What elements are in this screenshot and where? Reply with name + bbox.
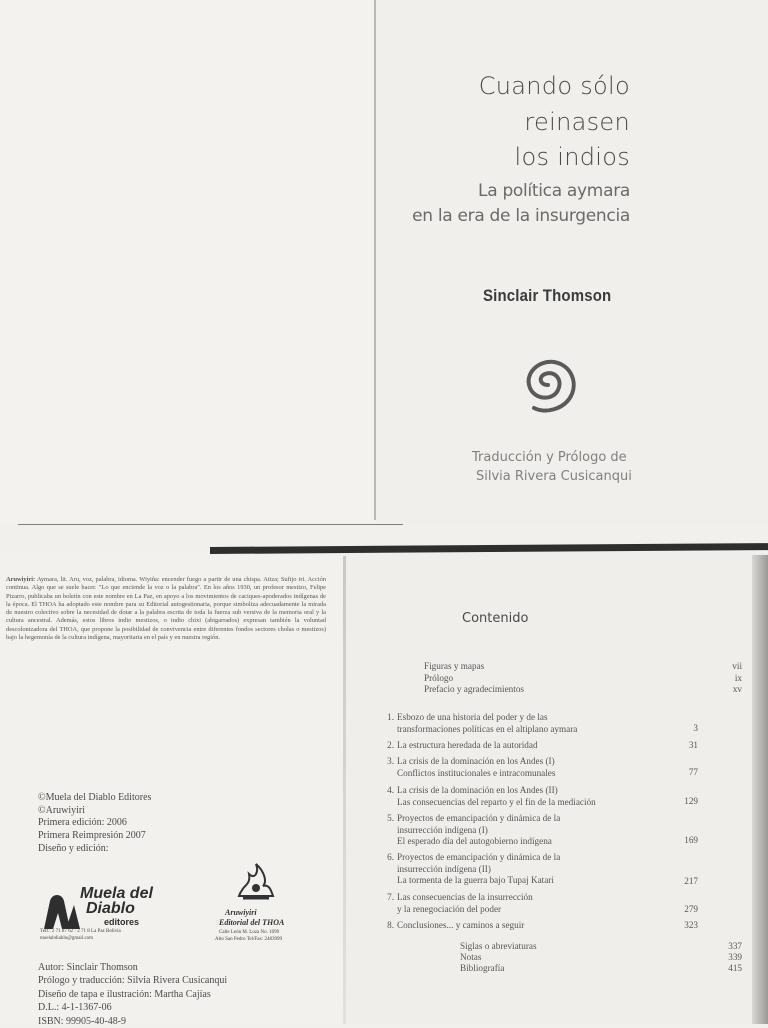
toc-page: 323 bbox=[684, 920, 698, 930]
toc-line: Conflictos institucionales e intracomunales bbox=[397, 767, 556, 778]
toc-page: xv bbox=[732, 684, 742, 694]
toc-line: transformaciones políticas en el altiplano aymara bbox=[397, 723, 578, 734]
translation-line-1: Traducción y Prólogo de bbox=[472, 450, 627, 465]
copyright-block bbox=[38, 792, 151, 856]
toc-num: 3. bbox=[387, 756, 394, 766]
toc-front-item bbox=[424, 684, 742, 696]
copyright-line: ©Aruwiyiri bbox=[38, 804, 86, 816]
spine-divider bbox=[374, 0, 376, 520]
toc-title bbox=[397, 756, 647, 779]
logo-word-1: Muela del bbox=[80, 885, 153, 902]
toc-chapter bbox=[380, 785, 698, 811]
book-title-line-1: Cuando sólo bbox=[478, 72, 630, 100]
toc-page: 77 bbox=[688, 767, 698, 777]
toc-page: 415 bbox=[728, 963, 742, 973]
copyright-line: Primera edición: 2006 bbox=[38, 817, 127, 829]
toc-chapter bbox=[380, 852, 698, 888]
copyright-line: Diseño y edición: bbox=[38, 842, 109, 854]
credit-line: D.L.: 4-1-1367-06 bbox=[38, 1002, 112, 1014]
subtitle-line-1: La política aymara bbox=[478, 181, 630, 201]
logo-word-3: editores bbox=[104, 917, 140, 927]
subtitle-line-2: en la era de la insurgencia bbox=[412, 206, 630, 226]
spiral-ornament-icon bbox=[508, 350, 588, 420]
flame-logo-icon bbox=[233, 860, 279, 902]
credits-block bbox=[38, 961, 227, 1028]
toc-title: Bibliografía bbox=[460, 963, 505, 973]
toc-line: Esbozo de una historia del poder y de las bbox=[397, 712, 548, 722]
toc-title: Figuras y mapas bbox=[424, 661, 485, 671]
toc-line: El esperado día del autogobierno indígena bbox=[397, 836, 552, 846]
toc-title: Prefacio y agradecimientos bbox=[424, 684, 524, 694]
toc-title bbox=[397, 712, 647, 735]
toc-page: 339 bbox=[728, 952, 742, 962]
toc-line: Proyectos de emancipación y dinámica de la bbox=[397, 852, 561, 862]
spine-divider bbox=[343, 556, 346, 1024]
toc-title: Conclusiones... y caminos a seguir bbox=[397, 920, 525, 930]
toc-back-item bbox=[424, 963, 742, 975]
toc-front-item bbox=[424, 661, 742, 673]
toc-num: 8. bbox=[387, 920, 394, 930]
fold-line bbox=[18, 524, 403, 525]
toc-page: 129 bbox=[684, 796, 698, 806]
toc-line: insurrección indígena (II) bbox=[397, 863, 491, 874]
toc-num: 7. bbox=[387, 892, 394, 902]
blank-page bbox=[0, 0, 376, 525]
toc-title bbox=[397, 852, 647, 887]
toc-line: Las consecuencias del reparto y el fin de la mediación bbox=[397, 796, 596, 807]
title-page bbox=[376, 0, 768, 525]
book-title-line-3: los indios bbox=[514, 143, 630, 171]
toc-line: La crisis de la dominación en los Andes (I) bbox=[397, 756, 555, 766]
toc-num: 6. bbox=[387, 852, 394, 862]
toc-num: 1. bbox=[387, 712, 394, 722]
toc-page: 217 bbox=[684, 876, 698, 886]
epigraph-text: Aymara, lit. Aru, voz, palabra, idioma. Wiyiña: encender fuego a partir de una chispa. Atiza; Sufijo iri. Acción continua. Algo que se suele hacer. "Lo que enciende la voz o la palabra". En los años 1930, un profesor mestizo, Felipe Pizarro, publicaba un boletín con este nombre en La Paz, en apoyo a los movimientos de caciques-apoderados indígenas de la época. El THOA ha adoptado este nombre para su Editorial autogestionaria, porque simboliza adecuadamente la mirada de nuestro colectivo sobre la necesidad de dotar a la palabra escrita de toda la fuerza sub versiva de la memoria oral y la cultura ancestral. Además, estos libros indio mestizos, o indio chixi (abigarrados) expresan también la voluntad descolonizadora del THOA, que propone la posibilidad de convivencia entre diferentes fondos sectores cholas o mestizos) bajo la hegemonía de la cultura indígena, mayoritaria en el país y en nuestra región. bbox=[6, 576, 326, 642]
toc-num: 4. bbox=[387, 785, 394, 795]
toc-title: La estructura heredada de la autoridad bbox=[397, 740, 538, 750]
toc-title bbox=[397, 813, 647, 848]
copyright-line: ©Muela del Diablo Editores bbox=[38, 792, 152, 803]
epigraph bbox=[6, 576, 326, 642]
toc-page: 279 bbox=[684, 904, 698, 914]
epigraph-term: Aruwiyiri: bbox=[6, 576, 36, 583]
toc-page: 337 bbox=[728, 941, 742, 951]
toc-chapter bbox=[380, 756, 698, 782]
toc-chapter bbox=[380, 892, 698, 918]
copyright-line: Primera Reimpresión 2007 bbox=[38, 830, 146, 842]
author-name: Sinclair Thomson bbox=[483, 286, 612, 305]
logo-contact: Telf.: 2 71 87 62 · 2 71 8 La Paz Bolivia bbox=[40, 929, 121, 934]
toc-line: La crisis de la dominación en los Andes (II) bbox=[397, 785, 558, 795]
toc-line: Proyectos de emancipación y dinámica de la bbox=[397, 813, 561, 823]
contents-heading: Contenido bbox=[462, 611, 529, 626]
translation-line-2: Silvia Rivera Cusicanqui bbox=[476, 469, 632, 484]
toc-num: 5. bbox=[387, 813, 394, 823]
toc-num: 2. bbox=[387, 740, 394, 750]
tooth-logo-icon bbox=[40, 891, 82, 931]
thoa-logo bbox=[215, 860, 325, 950]
credit-line: Diseño de tapa e ilustración: Martha Cajías bbox=[38, 988, 211, 1000]
toc-chapter bbox=[380, 920, 698, 934]
credit-line: Prólogo y traducción: Silvia Rivera Cusicanqui bbox=[38, 975, 228, 987]
credit-line: ISBN: 99905-40-48-9 bbox=[38, 1015, 127, 1027]
toc-chapter bbox=[380, 740, 698, 754]
toc-line: La tormenta de la guerra bajo Tupaj Katari bbox=[397, 875, 554, 885]
toc-chapter bbox=[380, 813, 698, 849]
toc-title bbox=[397, 785, 662, 808]
toc-title bbox=[397, 892, 647, 915]
page-edge-shadow bbox=[752, 555, 768, 1024]
logo-word-2: Diablo bbox=[86, 900, 135, 917]
toc-title: Prólogo bbox=[424, 673, 454, 683]
toc-line: Las consecuencias de la insurrección bbox=[397, 892, 533, 902]
toc-line: insurrección indígena (I) bbox=[397, 824, 488, 835]
toc-page: 169 bbox=[684, 835, 698, 845]
toc-page: 3 bbox=[693, 723, 698, 733]
muela-del-diablo-logo bbox=[40, 885, 175, 943]
thoa-address: Calle León M. Loza No. 1099 bbox=[219, 930, 280, 935]
toc-page: ix bbox=[734, 673, 742, 683]
toc-page: vii bbox=[732, 661, 742, 671]
book-title-line-2: reinasen bbox=[524, 108, 630, 136]
toc-title: Notas bbox=[460, 952, 482, 962]
toc-page: 31 bbox=[688, 740, 698, 750]
logo-email: muelabdiablo@gmail.com bbox=[40, 936, 94, 941]
thoa-editorial: Editorial del THOA bbox=[219, 918, 285, 927]
thoa-name: Aruwiyiri bbox=[225, 908, 257, 917]
toc-chapter bbox=[380, 712, 698, 738]
toc-line: y la renegociación del poder bbox=[397, 903, 502, 914]
credit-line: Autor: Sinclair Thomson bbox=[38, 962, 138, 973]
thoa-phone: Alto San Pedro Tel/Fax: 2483999 bbox=[215, 937, 283, 942]
toc-title: Siglas o abreviaturas bbox=[460, 941, 537, 951]
